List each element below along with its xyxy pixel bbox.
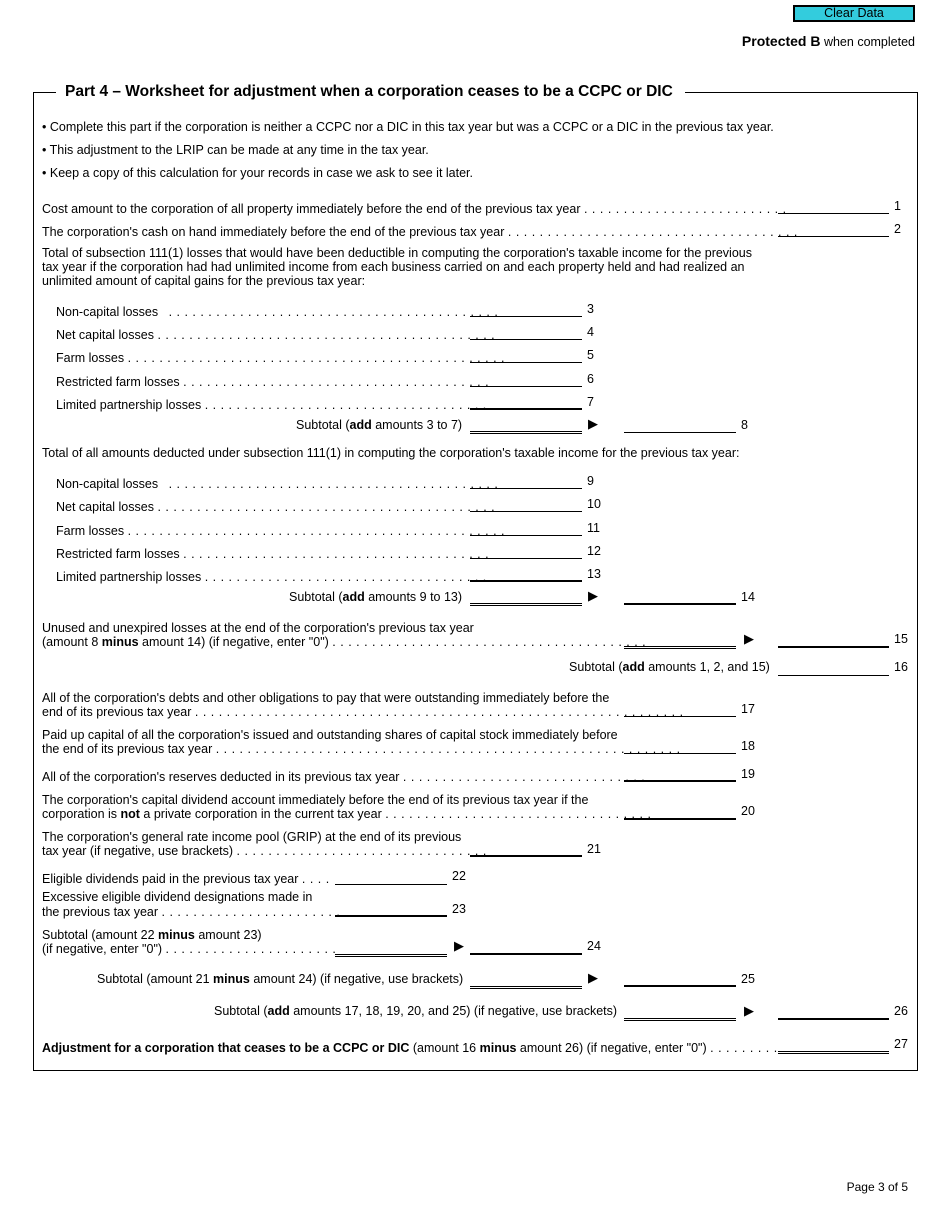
line-15-label-1: Unused and unexpired losses at the end of the corporation's previous tax year — [42, 621, 474, 635]
line-10-input[interactable] — [470, 511, 582, 512]
line-23-label-2: the previous tax year . . . . . . . . . . . . . . . . . . . . . . . — [42, 905, 341, 919]
subtotal-8-left-field[interactable] — [470, 431, 582, 434]
arrow-right-icon: ▶ — [588, 588, 598, 603]
line-5-input[interactable] — [470, 362, 582, 363]
line-11-number: 11 — [587, 521, 600, 535]
line-12-input[interactable] — [470, 558, 582, 559]
line-18-number: 18 — [741, 739, 755, 753]
line-24-label-1: Subtotal (amount 22 minus amount 23) — [42, 928, 262, 942]
subtotal-14-left-field[interactable] — [470, 603, 582, 606]
line-19-input[interactable] — [624, 780, 736, 782]
line-26-number: 26 — [894, 1004, 908, 1018]
line-14-input[interactable] — [624, 603, 736, 605]
losses-intro-1: Total of subsection 111(1) losses that would have been deductible in computing the corporation's taxable income for the previous — [42, 246, 752, 260]
line-8-input[interactable] — [624, 432, 736, 433]
line-22-number: 22 — [452, 869, 466, 883]
line-4-number: 4 — [587, 325, 594, 339]
line-3-number: 3 — [587, 302, 594, 316]
line-13-label: Limited partnership losses . . . . . . . . . . . . . . . . . . . . . . . . . . . . . . . . . . . . — [56, 570, 487, 584]
arrow-right-icon: ▶ — [454, 938, 464, 953]
line-20-label-2: corporation is not a private corporation in the current tax year . . . . . . . . . . . . . . . . . . . . . . . . . . . . . . . . . . — [42, 807, 652, 821]
line-25-left-field[interactable] — [470, 986, 582, 989]
line-16-input[interactable] — [778, 675, 889, 676]
line-21-label-1: The corporation's general rate income pool (GRIP) at the end of its previous — [42, 830, 462, 844]
line-13-input[interactable] — [470, 580, 582, 582]
line-26-label: Subtotal (add amounts 17, 18, 19, 20, and 25) (if negative, use brackets) — [214, 1004, 618, 1018]
line-25-label: Subtotal (amount 21 minus amount 24) (if negative, use brackets) — [97, 972, 464, 986]
line-15-number: 15 — [894, 632, 908, 646]
line-24-input[interactable] — [470, 953, 582, 955]
line-25-number: 25 — [741, 972, 755, 986]
line-7-label: Limited partnership losses . . . . . . . . . . . . . . . . . . . . . . . . . . . . . . . . . . . . — [56, 398, 487, 412]
line-17-label-1: All of the corporation's debts and other obligations to pay that were outstanding immediately before the — [42, 691, 610, 705]
arrow-right-icon: ▶ — [588, 970, 598, 985]
page-number: Page 3 of 5 — [846, 1180, 908, 1194]
subtotal-14-label: Subtotal (add amounts 9 to 13) — [289, 590, 463, 604]
line-4-input[interactable] — [470, 339, 582, 340]
arrow-right-icon: ▶ — [744, 631, 754, 646]
line-24-label-2: (if negative, enter "0") . . . . . . . . . . . . . . . . . . . . . . — [42, 942, 337, 956]
instruction-1: • Complete this part if the corporation is neither a CCPC nor a DIC in this tax year but was a CCPC or a DIC in the previous tax year. — [42, 120, 774, 134]
line-2-input[interactable] — [778, 236, 889, 237]
line-15-input[interactable] — [778, 646, 889, 648]
line-1-number: 1 — [894, 199, 901, 213]
line-5-number: 5 — [587, 348, 594, 362]
line-18-label-2: the end of its previous tax year . . . . . . . . . . . . . . . . . . . . . . . . . . . . . . . . . . . . . . . . . . . . . . . . . . . . . . . . . . . — [42, 742, 681, 756]
arrow-right-icon: ▶ — [744, 1003, 754, 1018]
line-4-label: Net capital losses . . . . . . . . . . . . . . . . . . . . . . . . . . . . . . . . . . . . . . . . . . . — [56, 328, 496, 342]
line-20-input[interactable] — [624, 818, 736, 820]
line-26-input[interactable] — [778, 1018, 889, 1020]
line-2-label: The corporation's cash on hand immediately before the end of the previous tax year . . . . . . . . . . . . . . . . . . . . . . . . . . . . . . . . . . . . . — [42, 225, 798, 239]
protected-b-label: Protected B when completed — [741, 33, 915, 49]
line-23-label-1: Excessive eligible dividend designations made in — [42, 890, 313, 904]
line-27-input[interactable] — [778, 1051, 889, 1054]
line-22-label: Eligible dividends paid in the previous tax year . . . . — [42, 872, 330, 886]
losses-intro-3: unlimited amount of capital gains for the previous tax year: — [42, 274, 366, 288]
line-1-label: Cost amount to the corporation of all property immediately before the end of the previous tax year . . . . . . . . . . . . . . . . . . . . . . . . . . — [42, 202, 787, 216]
line-12-label: Restricted farm losses . . . . . . . . . . . . . . . . . . . . . . . . . . . . . . . . . . . . . . . — [56, 547, 490, 561]
line-19-label: All of the corporation's reserves deducted in its previous tax year . . . . . . . . . . . . . . . . . . . . . . . . . . . . . . . — [42, 770, 646, 784]
line-24-number: 24 — [587, 939, 601, 953]
part-title: Part 4 – Worksheet for adjustment when a corporation ceases to be a CCPC or DIC — [65, 83, 673, 100]
line-2-number: 2 — [894, 222, 901, 236]
line-18-label-1: Paid up capital of all the corporation's issued and outstanding shares of capital stock immediately before — [42, 728, 618, 742]
line-7-input[interactable] — [470, 408, 582, 410]
line-16-number: 16 — [894, 660, 908, 674]
line-22-input[interactable] — [335, 884, 447, 885]
line-9-number: 9 — [587, 474, 594, 488]
line-10-label: Net capital losses . . . . . . . . . . . . . . . . . . . . . . . . . . . . . . . . . . . . . . . . . . . — [56, 500, 496, 514]
line-12-number: 12 — [587, 544, 601, 558]
subtotal-8-label: Subtotal (add amounts 3 to 7) — [296, 418, 463, 432]
line-24-left-field[interactable] — [335, 954, 447, 957]
line-8-number: 8 — [741, 418, 748, 432]
line-5-label: Farm losses . . . . . . . . . . . . . . . . . . . . . . . . . . . . . . . . . . . . . . . . . . . . . . . . — [56, 351, 505, 365]
line-21-label-2: tax year (if negative, use brackets) . . . . . . . . . . . . . . . . . . . . . . . . . . . . . . . . — [42, 844, 487, 858]
line-14-number: 14 — [741, 590, 755, 604]
line-13-number: 13 — [587, 567, 601, 581]
line-20-label-1: The corporation's capital dividend account immediately before the end of its previous tax year if the — [42, 793, 589, 807]
line-25-input[interactable] — [624, 985, 736, 987]
line-21-input[interactable] — [470, 855, 582, 857]
line-17-number: 17 — [741, 702, 755, 716]
line-27-label: Adjustment for a corporation that ceases to be a CCPC or DIC (amount 16 minus amount 26) (if negative, enter "0") . . . . . . . . . — [42, 1041, 778, 1055]
line-1-input[interactable] — [778, 213, 889, 214]
line-11-label: Farm losses . . . . . . . . . . . . . . . . . . . . . . . . . . . . . . . . . . . . . . . . . . . . . . . . — [56, 524, 505, 538]
line-21-number: 21 — [587, 842, 601, 856]
line-7-number: 7 — [587, 395, 594, 409]
line-23-input[interactable] — [335, 915, 447, 917]
clear-data-button[interactable]: Clear Data — [793, 5, 915, 22]
arrow-right-icon: ▶ — [588, 416, 598, 431]
line-15-label-2: (amount 8 minus amount 14) (if negative, enter "0") . . . . . . . . . . . . . . . . . . . . . . . . . . . . . . . . . . . . . . . . — [42, 635, 647, 649]
deducted-intro: Total of all amounts deducted under subsection 111(1) in computing the corporation's taxable income for the previous tax year: — [42, 446, 740, 460]
line-19-number: 19 — [741, 767, 755, 781]
subtotal-16-label: Subtotal (add amounts 1, 2, and 15) — [569, 660, 770, 674]
line-17-input[interactable] — [624, 716, 736, 717]
line-9-input[interactable] — [470, 488, 582, 489]
line-26-left-field[interactable] — [624, 1018, 736, 1021]
line-9-label: Non-capital losses . . . . . . . . . . . . . . . . . . . . . . . . . . . . . . . . . . . . . . . . . . — [56, 477, 499, 491]
line-17-label-2: end of its previous tax year . . . . . . . . . . . . . . . . . . . . . . . . . . . . . . . . . . . . . . . . . . . . . . . . . . . . . . . . . . . . . . — [42, 705, 684, 719]
line-6-input[interactable] — [470, 386, 582, 387]
line-10-number: 10 — [587, 497, 601, 511]
line-27-number: 27 — [894, 1037, 908, 1051]
losses-intro-2: tax year if the corporation had had unlimited income from each business carried on and each property held and had realized an — [42, 260, 745, 274]
line-23-number: 23 — [452, 902, 466, 916]
line-6-number: 6 — [587, 372, 594, 386]
line-18-input[interactable] — [624, 753, 736, 754]
instruction-3: • Keep a copy of this calculation for your records in case we ask to see it later. — [42, 166, 473, 180]
line-15-left-field[interactable] — [624, 646, 736, 649]
instruction-2: • This adjustment to the LRIP can be made at any time in the tax year. — [42, 143, 429, 157]
line-11-input[interactable] — [470, 535, 582, 536]
line-6-label: Restricted farm losses . . . . . . . . . . . . . . . . . . . . . . . . . . . . . . . . . . . . . . . — [56, 375, 490, 389]
line-3-input[interactable] — [470, 316, 582, 317]
line-3-label: Non-capital losses . . . . . . . . . . . . . . . . . . . . . . . . . . . . . . . . . . . . . . . . . . — [56, 305, 499, 319]
line-20-number: 20 — [741, 804, 755, 818]
